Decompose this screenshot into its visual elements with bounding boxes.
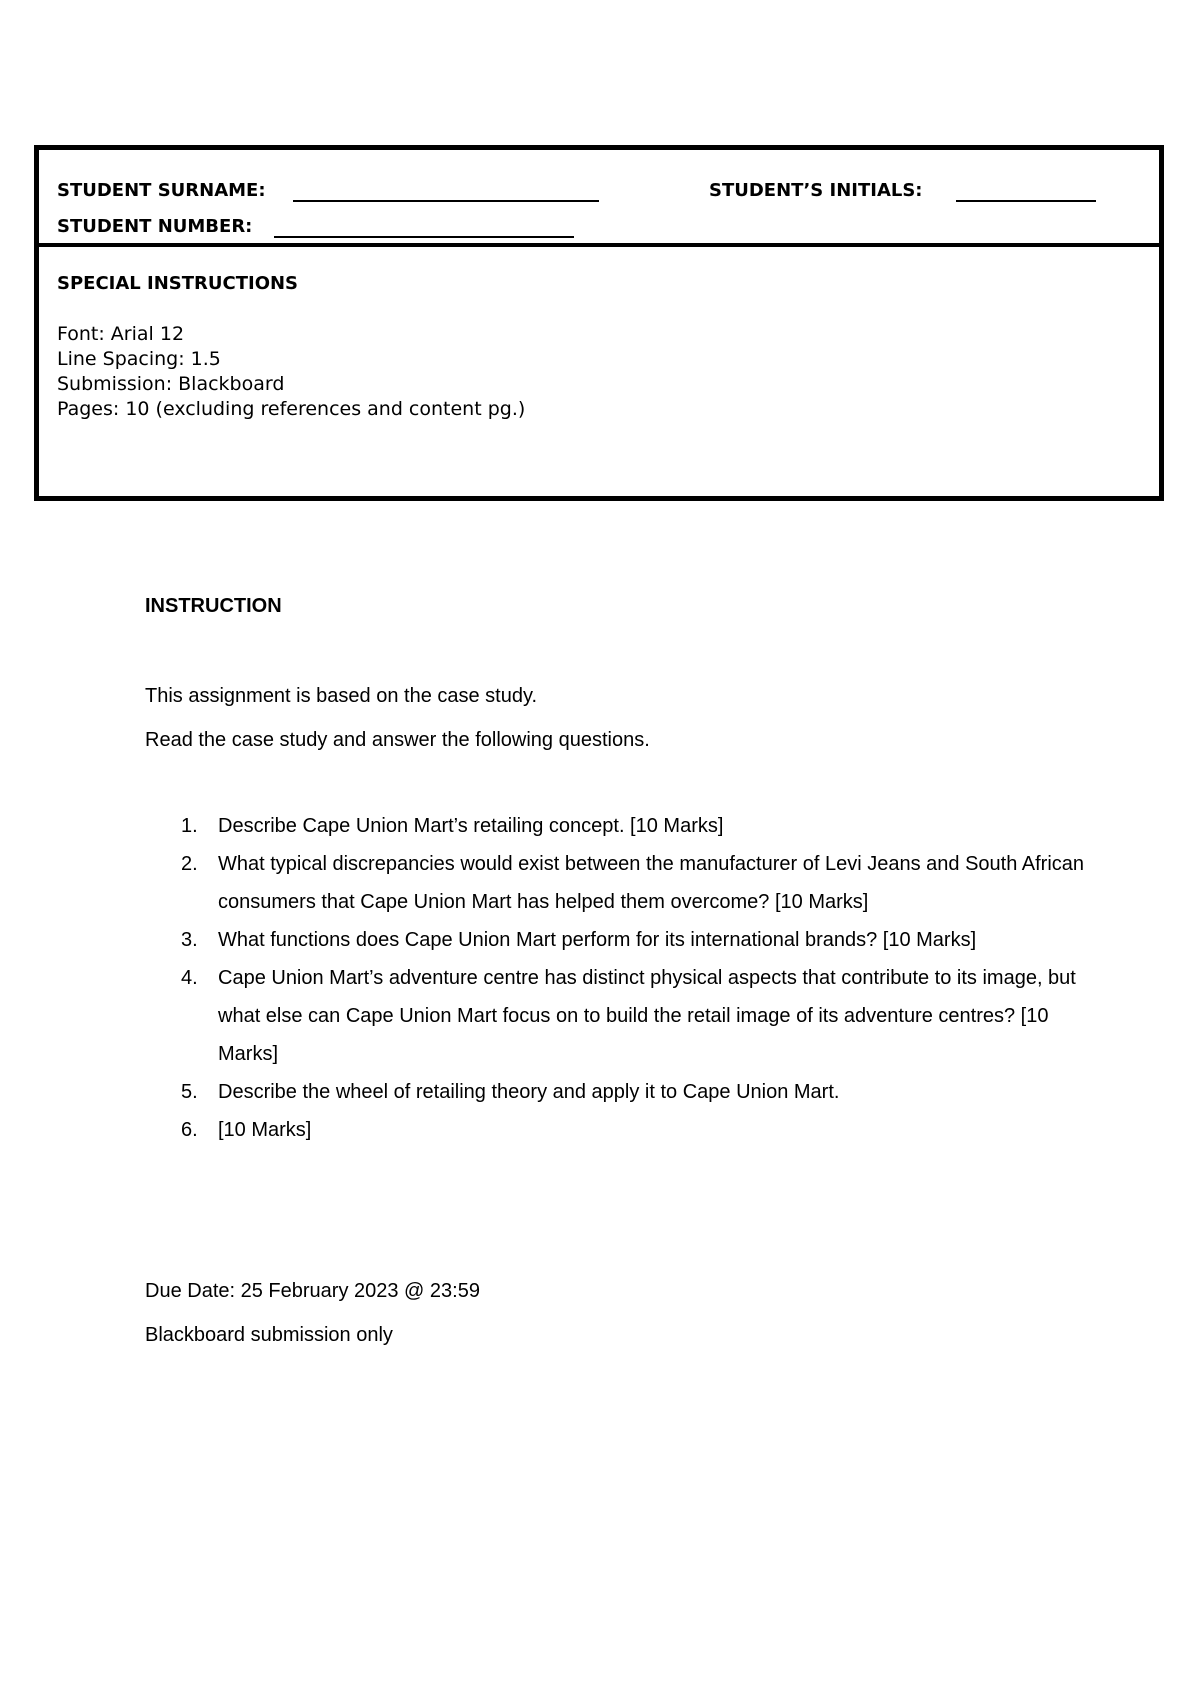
question-list: [145, 807, 1095, 1149]
surname-field[interactable]: [293, 200, 599, 202]
question-item: [145, 1073, 1095, 1111]
question-number: 2.: [181, 853, 198, 875]
question-text: Describe the wheel of retailing theory and apply it to Cape Union Mart.: [218, 1081, 840, 1103]
student-details-header: [39, 150, 1159, 247]
initials-field[interactable]: [956, 200, 1096, 202]
question-number: 5.: [181, 1081, 198, 1103]
question-number: 4.: [181, 967, 198, 989]
special-instructions-list: [57, 322, 525, 422]
question-number: 6.: [181, 1119, 198, 1141]
special-instruction-font: Font: Arial 12: [57, 323, 185, 345]
intro-line-2: Read the case study and answer the following questions.: [145, 729, 650, 751]
question-item: [145, 845, 1095, 921]
question-item: [145, 959, 1095, 1073]
initials-label: STUDENT’S INITIALS:: [709, 180, 923, 201]
student-details-box: [34, 145, 1164, 501]
surname-label: STUDENT SURNAME:: [57, 180, 266, 201]
question-text: What typical discrepancies would exist between the manufacturer of Levi Jeans and South African consumers that Cape Union Mart has helped them overcome? [10 Marks]: [218, 853, 1085, 913]
question-text: [10 Marks]: [218, 1119, 312, 1141]
special-instruction-submission: Submission: Blackboard: [57, 373, 285, 395]
instruction-heading: INSTRUCTION: [145, 595, 282, 617]
due-date: Due Date: 25 February 2023 @ 23:59: [145, 1280, 480, 1302]
question-item: [145, 921, 1095, 959]
special-instruction-pages: Pages: 10 (excluding references and content pg.): [57, 398, 526, 420]
student-number-field[interactable]: [274, 236, 574, 238]
special-instructions-section: [39, 247, 1159, 497]
question-number: 3.: [181, 929, 198, 951]
special-instruction-line-spacing: Line Spacing: 1.5: [57, 348, 221, 370]
question-item: [145, 1111, 1095, 1149]
intro-line-1: This assignment is based on the case study.: [145, 685, 538, 707]
question-item: [145, 807, 1095, 845]
question-text: What functions does Cape Union Mart perform for its international brands? [10 Marks]: [218, 929, 977, 951]
question-text: Cape Union Mart’s adventure centre has distinct physical aspects that contribute to its image, but what else can Cape Union Mart focus on to build the retail image of its adventure centres? [10 Marks]: [218, 967, 1076, 1065]
student-number-label: STUDENT NUMBER:: [57, 216, 253, 237]
question-number: 1.: [181, 815, 198, 837]
submission-note: Blackboard submission only: [145, 1324, 393, 1346]
question-text: Describe Cape Union Mart’s retailing concept. [10 Marks]: [218, 815, 724, 837]
special-instructions-heading: SPECIAL INSTRUCTIONS: [57, 273, 299, 294]
